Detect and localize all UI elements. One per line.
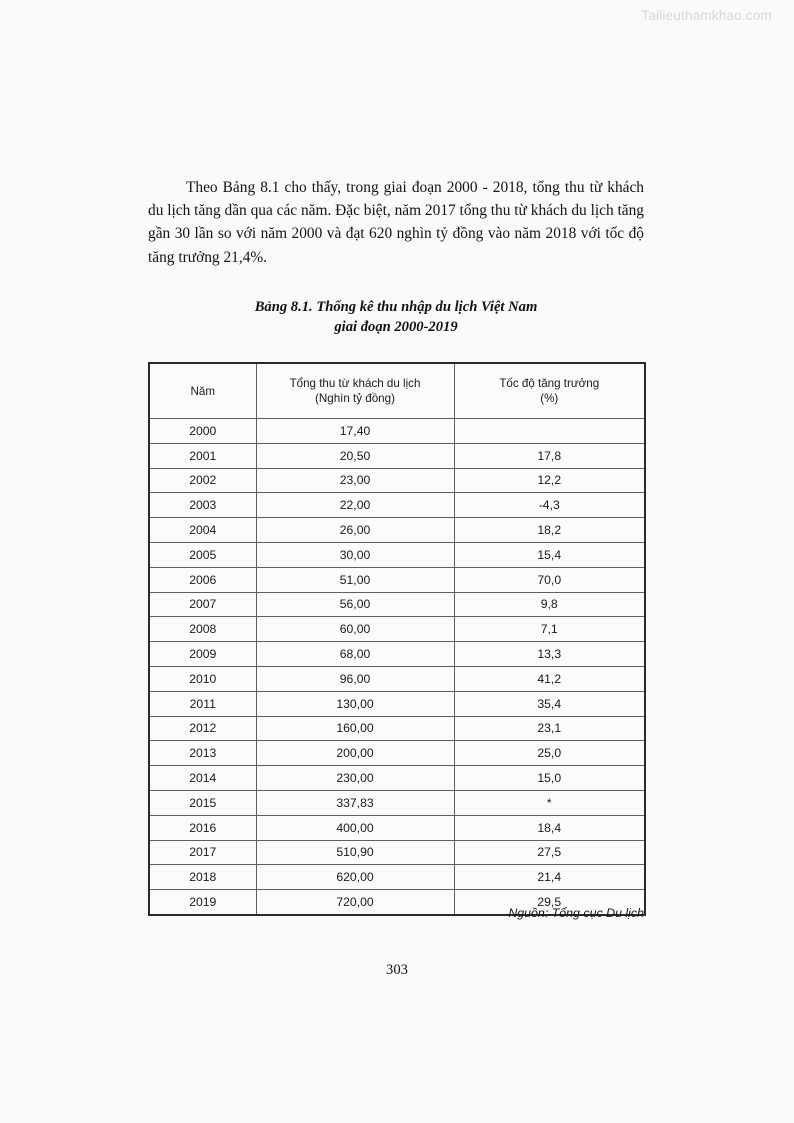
cell-year: 2017 bbox=[149, 840, 256, 865]
cell-growth: 7,1 bbox=[454, 617, 645, 642]
statistics-table-container bbox=[148, 362, 644, 916]
statistics-table bbox=[148, 362, 646, 916]
cell-revenue: 20,50 bbox=[256, 443, 454, 468]
cell-year: 2004 bbox=[149, 518, 256, 543]
table-row bbox=[149, 741, 645, 766]
cell-revenue: 56,00 bbox=[256, 592, 454, 617]
column-header-growth-unit: (%) bbox=[540, 392, 559, 405]
cell-revenue: 130,00 bbox=[256, 691, 454, 716]
cell-revenue: 337,83 bbox=[256, 790, 454, 815]
table-row bbox=[149, 592, 645, 617]
cell-revenue: 22,00 bbox=[256, 493, 454, 518]
cell-revenue: 720,00 bbox=[256, 890, 454, 915]
cell-year: 2001 bbox=[149, 443, 256, 468]
cell-growth: 27,5 bbox=[454, 840, 645, 865]
page-number: 303 bbox=[386, 962, 408, 978]
table-row bbox=[149, 518, 645, 543]
cell-year: 2015 bbox=[149, 790, 256, 815]
table-caption-line-2: giai đoạn 2000-2019 bbox=[334, 318, 458, 335]
cell-growth: 70,0 bbox=[454, 567, 645, 592]
table-caption bbox=[148, 298, 644, 337]
cell-year: 2010 bbox=[149, 666, 256, 691]
cell-growth: 18,2 bbox=[454, 518, 645, 543]
cell-growth: 18,4 bbox=[454, 815, 645, 840]
cell-growth: 41,2 bbox=[454, 666, 645, 691]
column-header-year-label: Năm bbox=[190, 384, 215, 398]
table-row bbox=[149, 790, 645, 815]
cell-year: 2006 bbox=[149, 567, 256, 592]
cell-year: 2002 bbox=[149, 468, 256, 493]
body-content bbox=[148, 176, 644, 269]
cell-year: 2000 bbox=[149, 419, 256, 444]
cell-revenue: 160,00 bbox=[256, 716, 454, 741]
watermark-text: Tailieuthamkhao.com bbox=[641, 8, 772, 23]
cell-revenue: 51,00 bbox=[256, 567, 454, 592]
table-row bbox=[149, 617, 645, 642]
cell-revenue: 230,00 bbox=[256, 766, 454, 791]
cell-revenue: 68,00 bbox=[256, 642, 454, 667]
column-header-growth bbox=[454, 363, 645, 419]
cell-year: 2013 bbox=[149, 741, 256, 766]
table-caption-line-1: Bảng 8.1. Thống kê thu nhập du lịch Việt Nam bbox=[254, 299, 538, 315]
column-header-revenue bbox=[256, 363, 454, 419]
column-header-growth-label: Tốc độ tăng trưởng bbox=[499, 377, 600, 390]
cell-year: 2011 bbox=[149, 691, 256, 716]
cell-growth: 15,0 bbox=[454, 766, 645, 791]
cell-growth: * bbox=[454, 790, 645, 815]
cell-growth: 21,4 bbox=[454, 865, 645, 890]
table-row bbox=[149, 567, 645, 592]
table-header bbox=[149, 363, 645, 419]
table-row bbox=[149, 642, 645, 667]
table-row bbox=[149, 766, 645, 791]
table-header-row bbox=[149, 363, 645, 419]
table-source-note: Nguồn: Tổng cục Du lịch bbox=[508, 906, 644, 920]
cell-revenue: 17,40 bbox=[256, 419, 454, 444]
cell-growth: 9,8 bbox=[454, 592, 645, 617]
cell-revenue: 60,00 bbox=[256, 617, 454, 642]
cell-year: 2007 bbox=[149, 592, 256, 617]
cell-year: 2016 bbox=[149, 815, 256, 840]
cell-growth: 35,4 bbox=[454, 691, 645, 716]
cell-year: 2003 bbox=[149, 493, 256, 518]
cell-growth: -4,3 bbox=[454, 493, 645, 518]
body-paragraph: Theo Bảng 8.1 cho thấy, trong giai đoạn 2000 - 2018, tổng thu từ khách du lịch tăng dần qua các năm. Đặc biệt, năm 2017 tổng thu từ khách du lịch tăng gần 30 lần so với năm 2000 và đạt 620 nghìn tỷ đồng vào năm 2018 với tốc độ tăng trưởng 21,4%. bbox=[148, 179, 645, 266]
cell-revenue: 620,00 bbox=[256, 865, 454, 890]
cell-year: 2008 bbox=[149, 617, 256, 642]
cell-year: 2018 bbox=[149, 865, 256, 890]
cell-revenue: 400,00 bbox=[256, 815, 454, 840]
cell-growth: 23,1 bbox=[454, 716, 645, 741]
cell-year: 2012 bbox=[149, 716, 256, 741]
cell-revenue: 23,00 bbox=[256, 468, 454, 493]
cell-growth: 15,4 bbox=[454, 542, 645, 567]
cell-growth bbox=[454, 419, 645, 444]
cell-revenue: 96,00 bbox=[256, 666, 454, 691]
table-row bbox=[149, 716, 645, 741]
table-row bbox=[149, 691, 645, 716]
cell-year: 2014 bbox=[149, 766, 256, 791]
table-row bbox=[149, 815, 645, 840]
cell-revenue: 30,00 bbox=[256, 542, 454, 567]
cell-revenue: 510,90 bbox=[256, 840, 454, 865]
table-body bbox=[149, 419, 645, 915]
cell-year: 2009 bbox=[149, 642, 256, 667]
cell-growth: 17,8 bbox=[454, 443, 645, 468]
cell-growth: 25,0 bbox=[454, 741, 645, 766]
cell-growth: 12,2 bbox=[454, 468, 645, 493]
table-row bbox=[149, 419, 645, 444]
table-row bbox=[149, 493, 645, 518]
cell-growth: 29,5 bbox=[454, 890, 645, 915]
cell-revenue: 200,00 bbox=[256, 741, 454, 766]
table-row bbox=[149, 443, 645, 468]
column-header-revenue-label: Tổng thu từ khách du lịch bbox=[289, 377, 421, 390]
cell-revenue: 26,00 bbox=[256, 518, 454, 543]
column-header-year bbox=[149, 363, 256, 419]
cell-growth: 13,3 bbox=[454, 642, 645, 667]
table-row bbox=[149, 865, 645, 890]
column-header-revenue-unit: (Nghìn tỷ đồng) bbox=[315, 392, 395, 405]
table-row bbox=[149, 840, 645, 865]
table-row bbox=[149, 542, 645, 567]
table-row bbox=[149, 666, 645, 691]
cell-year: 2005 bbox=[149, 542, 256, 567]
table-row bbox=[149, 468, 645, 493]
cell-year: 2019 bbox=[149, 890, 256, 915]
